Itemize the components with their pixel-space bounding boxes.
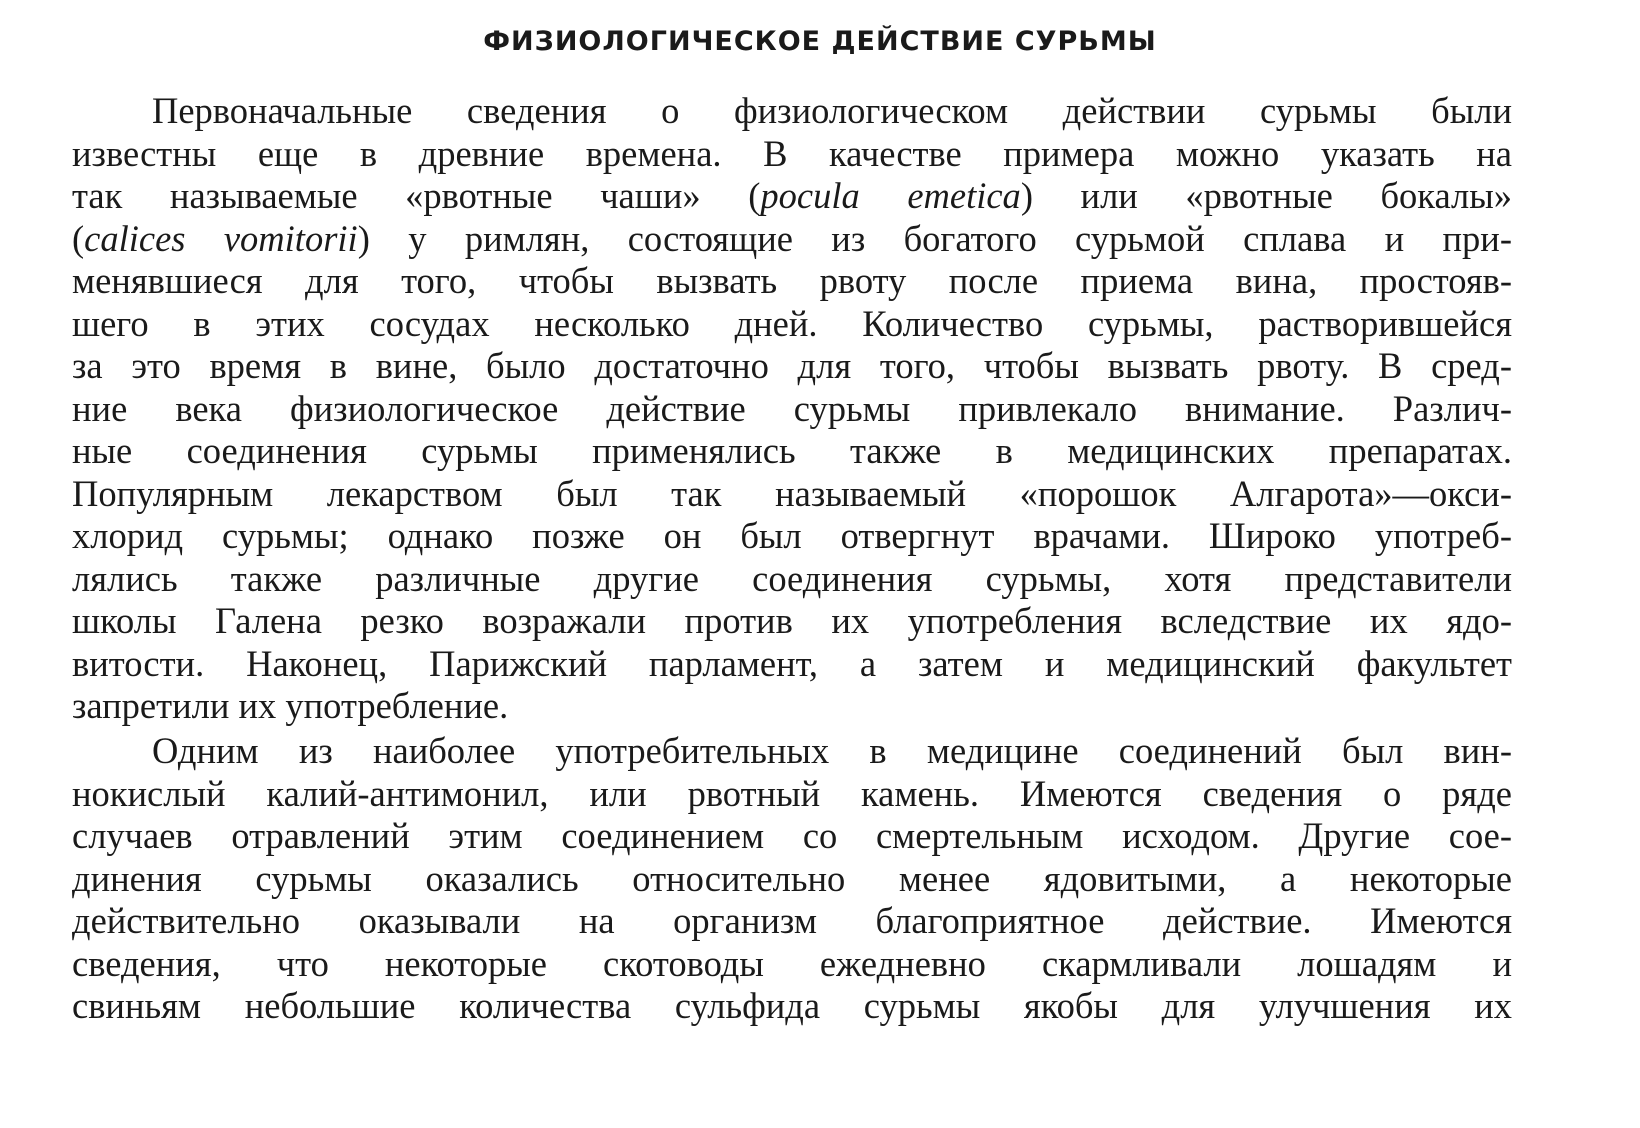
text-line [72, 943, 1512, 986]
text-line [72, 133, 1512, 176]
text-line [72, 815, 1512, 858]
paragraph-1 [72, 90, 1512, 728]
text-line [72, 773, 1512, 816]
text-line [72, 730, 1512, 773]
text-segment: известны еще в древние времена. В качестве примера можно указать на [72, 132, 1512, 174]
text-segment: сведения, что некоторые скотоводы ежедневно скармливали лошадям и [72, 942, 1512, 984]
text-segment: ( [72, 217, 85, 259]
text-segment: Популярным лекарством был так называемый «порошок Алгарота»—окси- [72, 472, 1512, 514]
text-segment: так называемые «рвотные чаши» ( [72, 175, 761, 216]
text-segment: менявшиеся для того, чтобы вызвать рвоту после приема вина, простояв- [72, 260, 1512, 301]
text-line [72, 388, 1512, 431]
text-line [72, 218, 1512, 261]
text-segment: действительно оказывали на организм благоприятное действие. Имеются [72, 900, 1512, 941]
text-segment: хлорид сурьмы; однако позже он был отвергнут врачами. Широко употреб- [72, 515, 1512, 556]
latin-term: pocula emetica [760, 175, 1021, 216]
text-line [72, 900, 1512, 943]
text-line [72, 473, 1512, 516]
text-line [72, 303, 1512, 346]
text-line [72, 90, 1512, 133]
text-line [72, 515, 1512, 558]
text-segment: случаев отравлений этим соединением со смертельным исходом. Другие сое- [72, 815, 1512, 856]
text-line [72, 260, 1512, 303]
text-line [72, 430, 1512, 473]
text-segment: динения сурьмы оказались относительно менее ядовитыми, а некоторые [72, 857, 1512, 899]
document-title: ФИЗИОЛОГИЧЕСКОЕ ДЕЙСТВИЕ СУРЬМЫ [483, 26, 1157, 57]
text-line [72, 685, 1512, 728]
text-line [72, 985, 1512, 1028]
text-segment: витости. Наконец, Парижский парламент, а затем и медицинский факультет [72, 642, 1512, 684]
text-line [72, 558, 1512, 601]
text-segment: Одним из наиболее употребительных в медицине соединений был вин- [152, 730, 1512, 771]
text-line [72, 858, 1512, 901]
text-segment: лялись также различные другие соединения сурьмы, хотя представители [72, 557, 1512, 599]
text-line [72, 643, 1512, 686]
text-segment: запретили их употребление. [72, 685, 509, 726]
text-segment: Первоначальные сведения о физиологическом действии сурьмы были [152, 90, 1512, 131]
text-segment: нокислый калий-антимонил, или рвотный камень. Имеются сведения о ряде [72, 772, 1512, 814]
text-segment: шего в этих сосудах несколько дней. Количество сурьмы, растворившейся [72, 302, 1512, 344]
text-segment: школы Галена резко возражали против их употребления вследствие их ядо- [72, 600, 1512, 641]
text-segment: ные соединения сурьмы применялись также в медицинских препаратах. [72, 430, 1512, 471]
text-segment: ) или «рвотные бокалы» [1020, 175, 1512, 216]
text-segment: ние века физиологическое действие сурьмы привлекало внимание. Различ- [72, 387, 1512, 429]
text-segment: за это время в вине, было достаточно для того, чтобы вызвать рвоту. В сред- [72, 345, 1512, 386]
paragraph-2 [72, 730, 1512, 1028]
text-segment: ) у римлян, состоящие из богатого сурьмой сплава и при- [357, 217, 1512, 259]
latin-term: calices vomitorii [84, 217, 358, 259]
text-line [72, 345, 1512, 388]
text-segment: свиньям небольшие количества сульфида сурьмы якобы для улучшения их [72, 985, 1512, 1026]
text-line [72, 600, 1512, 643]
text-line [72, 175, 1512, 218]
